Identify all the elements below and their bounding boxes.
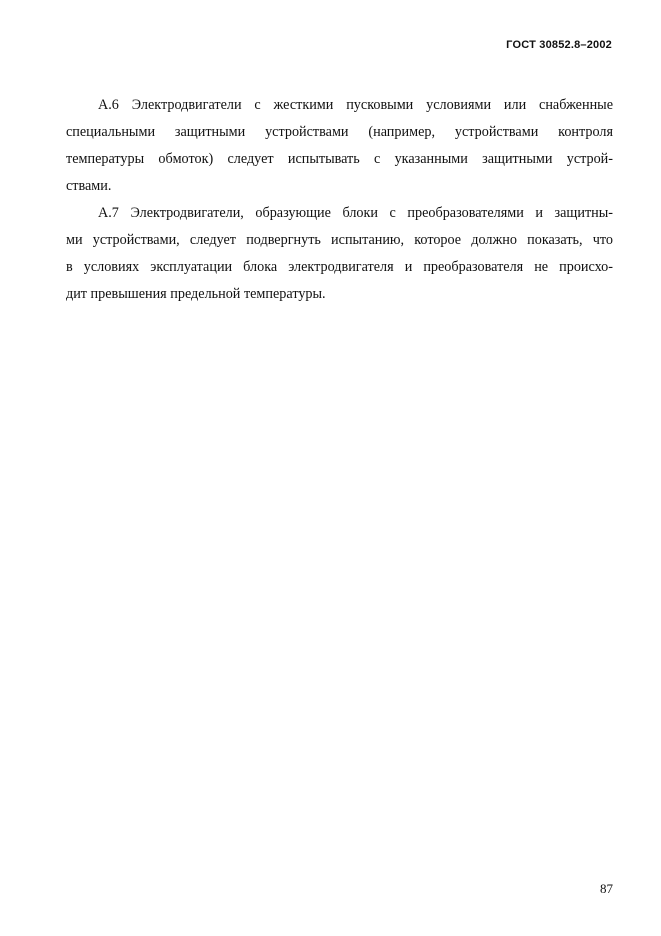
document-header-code: ГОСТ 30852.8–2002 — [506, 39, 612, 51]
paragraph-line: температуры обмоток) следует испытывать с указанными защитными устрой- — [66, 151, 613, 167]
page-number: 87 — [600, 881, 613, 896]
document-body — [66, 92, 613, 308]
paragraph-a7 — [66, 200, 613, 308]
paragraph-line: специальными защитными устройствами (например, устройствами контроля — [66, 124, 613, 140]
paragraph-line: в условиях эксплуатации блока электродвигателя и преобразователя не происхо- — [66, 259, 613, 275]
paragraph-line: А.7 Электродвигатели, образующие блоки с преобразователями и защитны- — [98, 205, 613, 221]
paragraph-a6 — [66, 92, 613, 200]
paragraph-line: А.6 Электродвигатели с жесткими пусковыми условиями или снабженные — [98, 97, 613, 113]
paragraph-line: ми устройствами, следует подвергнуть испытанию, которое должно показать, что — [66, 232, 613, 248]
paragraph-line: дит превышения предельной температуры. — [66, 286, 326, 302]
paragraph-line: ствами. — [66, 178, 112, 194]
